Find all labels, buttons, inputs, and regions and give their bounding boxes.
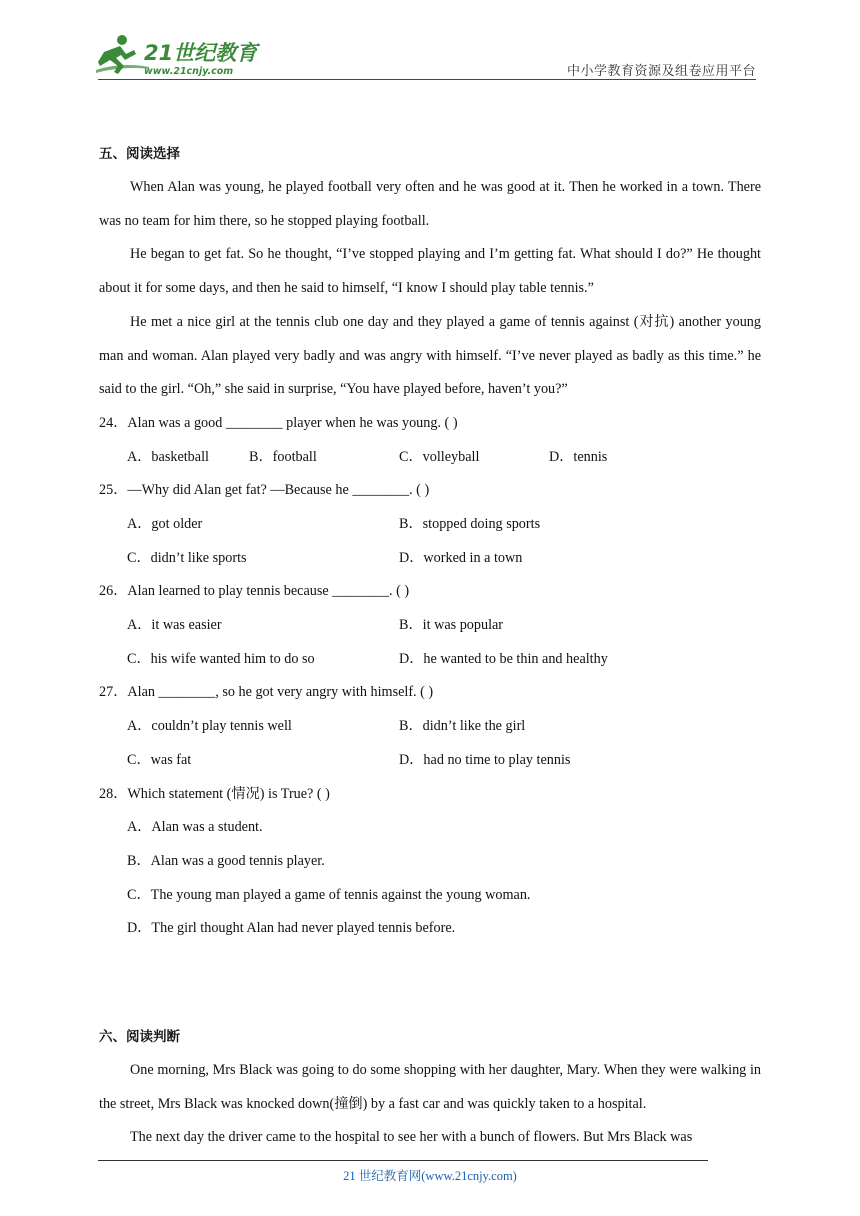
option-c[interactable]: C．his wife wanted him to do so	[127, 650, 315, 667]
section-title: 六、阅读判断	[99, 1029, 180, 1045]
option-b[interactable]: B．Alan was a good tennis player.	[127, 852, 325, 869]
logo-text: 21世纪教育	[144, 41, 258, 65]
platform-label: 中小学教育资源及组卷应用平台	[566, 64, 756, 79]
option-b[interactable]: B．football	[249, 448, 317, 465]
footer-divider	[98, 1160, 708, 1161]
option-row	[99, 845, 761, 879]
option-row	[99, 643, 761, 677]
logo	[94, 34, 264, 78]
footer-text: 21 世纪教育网(www.21cnjy.com)	[343, 1169, 517, 1183]
section-gap	[99, 946, 761, 1026]
option-c[interactable]: C．was fat	[127, 751, 192, 768]
option-row	[99, 744, 761, 778]
option-row	[99, 441, 761, 475]
passage-paragraph: When Alan was young, he played football very often and he was good at it. Then he worked in a town. There was no team for him there, so he stopped playing football.	[99, 179, 761, 229]
passage-paragraph: He began to get fat. So he thought, “I’ve stopped playing and I’m getting fat. What should I do?” He thought about it for some days, and then he said to himself, “I know I should play table tennis.”	[99, 246, 761, 297]
option-a[interactable]: A．basketball	[127, 448, 209, 465]
option-d[interactable]: D．The girl thought Alan had never played tennis before.	[127, 920, 456, 937]
option-row	[99, 508, 761, 542]
option-row	[99, 710, 761, 744]
question-stem: 26．Alan learned to play tennis because ________. ( )	[99, 583, 410, 600]
option-row	[99, 609, 761, 643]
section-title: 五、阅读选择	[99, 146, 180, 162]
option-a[interactable]: A．got older	[127, 516, 203, 533]
question-stem: 27．Alan ________, so he got very angry with himself. ( )	[99, 684, 434, 701]
option-d[interactable]: D．had no time to play tennis	[399, 751, 571, 768]
option-d[interactable]: D．worked in a town	[399, 549, 523, 566]
option-c[interactable]: C．didn’t like sports	[127, 549, 247, 566]
option-row	[99, 912, 761, 946]
option-row	[99, 879, 761, 913]
question-stem: 25．—Why did Alan get fat? —Because he ________. ( )	[99, 482, 430, 499]
document-body	[99, 143, 761, 1155]
option-d[interactable]: D．he wanted to be thin and healthy	[399, 650, 608, 667]
option-c[interactable]: C．volleyball	[399, 448, 480, 465]
header-divider	[98, 79, 756, 80]
option-b[interactable]: B．it was popular	[399, 617, 504, 634]
page-header	[0, 0, 860, 90]
logo-url: www.21cnjy.com	[144, 66, 234, 77]
passage-paragraph: One morning, Mrs Black was going to do some shopping with her daughter, Mary. When they were walking in the street, Mrs Black was knocked down(撞倒) by a fast car and was quickly taken to a hospital.	[99, 1062, 761, 1112]
option-d[interactable]: D．tennis	[549, 448, 608, 465]
passage-paragraph: The next day the driver came to the hospital to see her with a bunch of flowers. But Mrs Black was	[130, 1129, 693, 1146]
passage-paragraph: He met a nice girl at the tennis club one day and they played a game of tennis against (对抗) another young man and woman. Alan played very badly and was angry with himself. “I’ve never played as badly as this time.” he said to the girl. “Oh,” she said in surprise, “You have played before, haven’t you?”	[99, 313, 761, 398]
option-b[interactable]: B．didn’t like the girl	[399, 718, 526, 735]
option-c[interactable]: C．The young man played a game of tennis against the young woman.	[127, 886, 531, 903]
option-row	[99, 542, 761, 576]
option-a[interactable]: A．Alan was a student.	[127, 819, 263, 836]
runner-icon	[96, 35, 149, 74]
option-b[interactable]: B．stopped doing sports	[399, 516, 541, 533]
option-a[interactable]: A．couldn’t play tennis well	[127, 718, 292, 735]
question-stem: 28．Which statement (情况) is True? ( )	[99, 785, 330, 802]
option-row	[99, 811, 761, 845]
option-a[interactable]: A．it was easier	[127, 617, 222, 634]
question-stem: 24．Alan was a good ________ player when he was young. ( )	[99, 414, 458, 431]
